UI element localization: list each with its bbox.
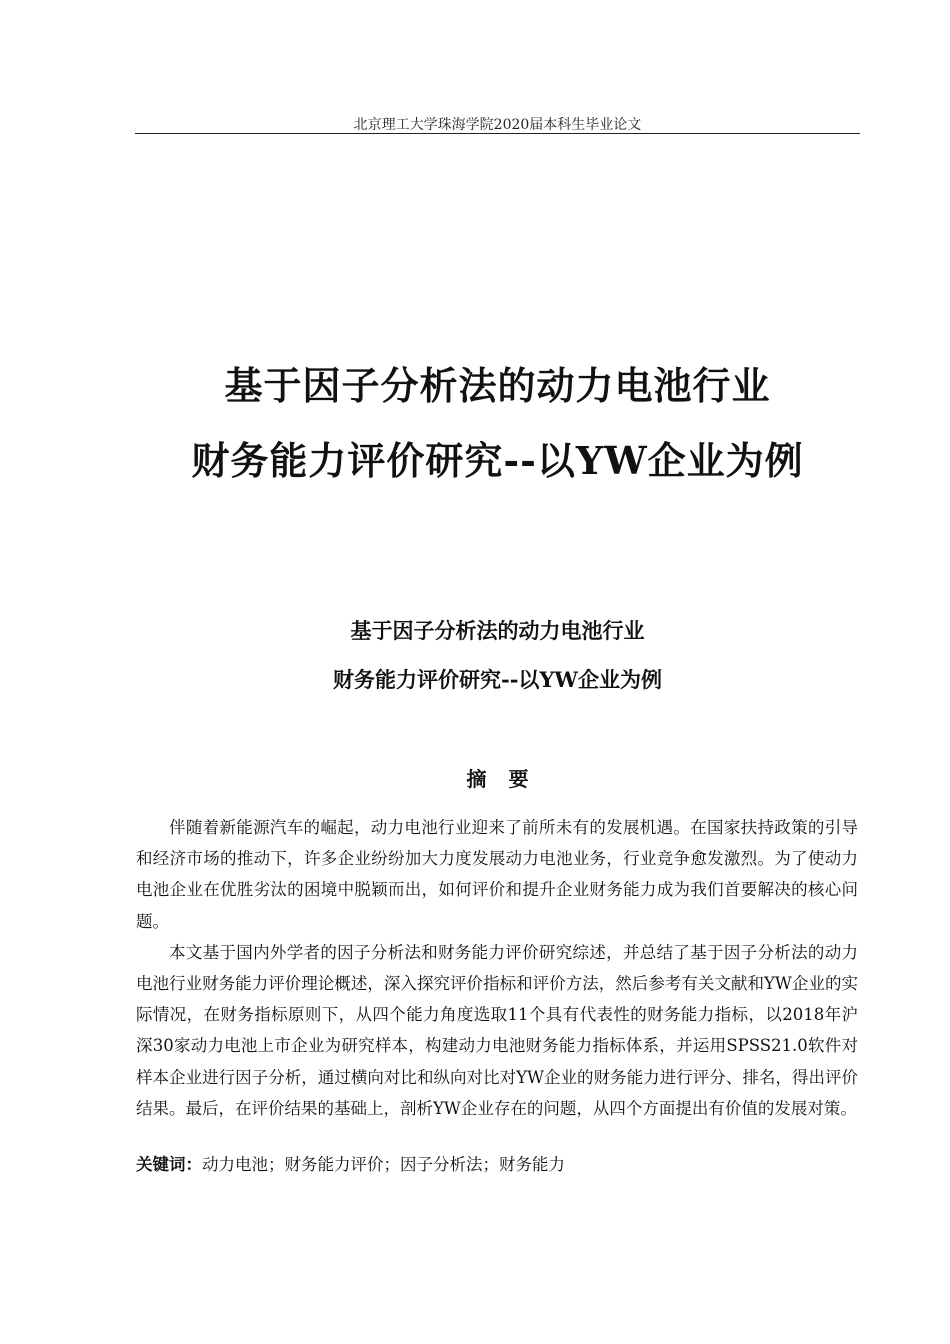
abstract-heading: 摘要 [466,767,551,791]
keywords-label: 关键词： [136,1155,202,1174]
abstract-body [136,812,858,1124]
abstract-paragraph-1: 伴随着新能源汽车的崛起，动力电池行业迎来了前所未有的发展机遇。在国家扶持政策的引导和经济市场的推动下，许多企业纷纷加大力度发展动力电池业务，行业竞争愈发激烈。为了使动力电池企业在优胜劣汰的困境中脱颖而出，如何评价和提升企业财务能力成为我们首要解决的核心问题。 [136,818,858,931]
keywords-line [136,1152,858,1178]
abstract-title-line-2: 财务能力评价研究--以YW企业为例 [332,667,662,692]
header-rule [135,133,860,134]
cover-title-line-1: 基于因子分析法的动力电池行业 [224,363,771,408]
abstract-title-line-1: 基于因子分析法的动力电池行业 [350,618,645,643]
abstract-paragraph-2: 本文基于国内外学者的因子分析法和财务能力评价研究综述，并总结了基于因子分析法的动力电池行业财务能力评价理论概述，深入探究评价指标和评价方法，然后参考有关文献和YW企业的实际情况，在财务指标原则下，从四个能力角度选取11个具有代表性的财务能力指标，以2018年沪深30家动力电池上市企业为研究样本，构建动力电池财务能力指标体系，并运用SPSS21.0软件对样本企业进行因子分析，通过横向对比和纵向对比对YW企业的财务能力进行评分、排名，得出评价结果。最后，在评价结果的基础上，剖析YW企业存在的问题，从四个方面提出有价值的发展对策。 [136,942,858,1118]
keywords-list: 动力电池；财务能力评价；因子分析法；财务能力 [202,1155,565,1174]
running-header: 北京理工大学珠海学院2020届本科生毕业论文 [353,117,642,133]
cover-title-line-2: 财务能力评价研究--以YW企业为例 [191,438,804,483]
